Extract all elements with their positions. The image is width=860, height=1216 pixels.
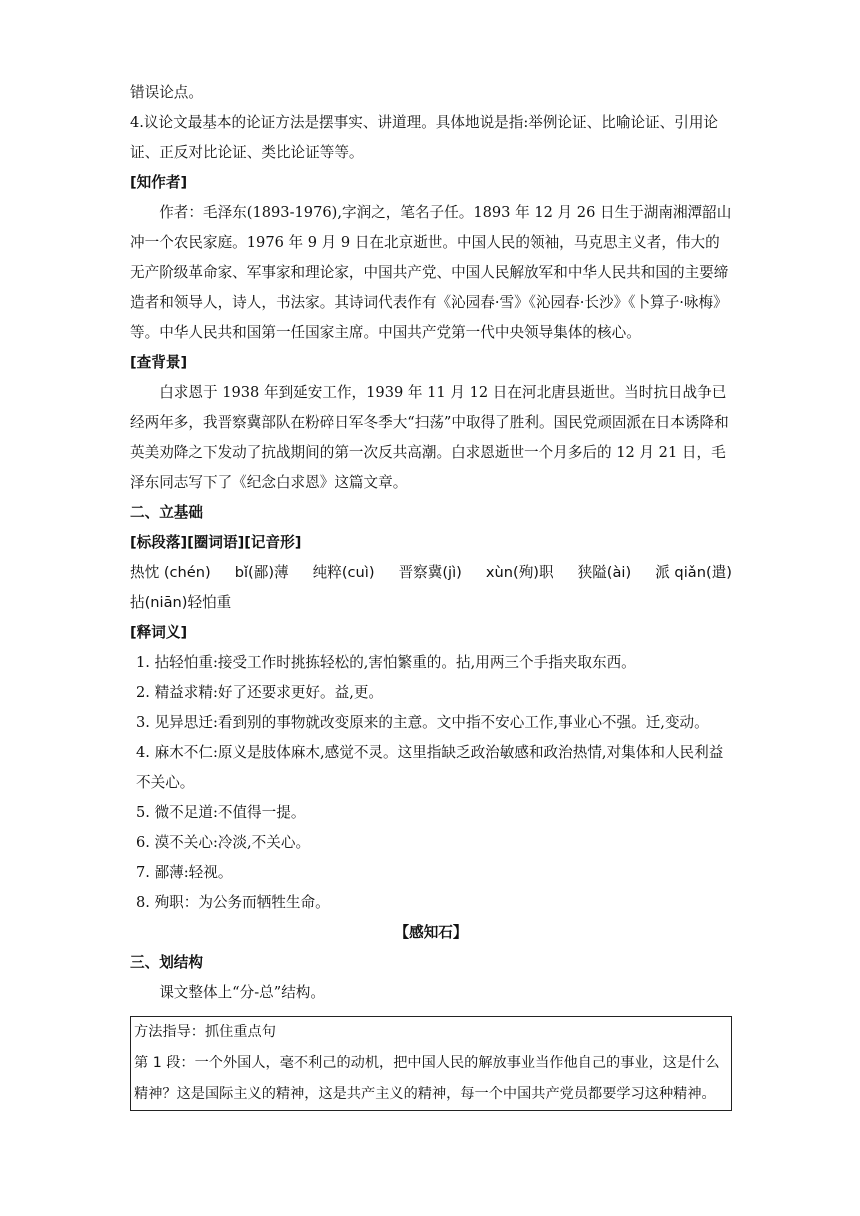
structure-paragraph: 课文整体上“分-总”结构。 [159,984,325,1001]
pinyin-item: 派 qiǎn(遣) [655,564,732,581]
definitions-heading: [释词义] [130,624,188,641]
definition-item: 1. 拈轻怕重:接受工作时挑拣轻松的,害怕繁重的。拈,用两三个手指夹取东西。 [136,654,636,671]
author-heading: [知作者] [130,174,188,191]
author-paragraph: 作者：毛泽东(1893-1976),字润之，笔名子任。1893 年 12 月 26 日生于湖南湘潭韶山冲一个农民家庭。1976 年 9 月 9 日在北京逝世。中国人民的领袖，马克思主义者，伟大的无产阶级革命家、军事家和理论家，中国共产党、中国人民解放军和中华人民共和国的主要缔造者和领导人，诗人，书法家。其诗词代表作有《沁园春·雪》《沁园春·长沙》《卜算子·咏梅》等。中华人民共和国第一任国家主席。中国共产党第一代中央领导集体的核心。 [130,204,732,341]
document-page [130,78,732,1111]
definition-item: 4. 麻木不仁:原义是肢体麻木,感觉不灵。这里指缺乏政治敏感和政治热情,对集体和人民利益不关心。 [136,744,724,791]
pinyin-item: 纯粹(cuì) [312,564,375,581]
method-guide-title: 方法指导：抓住重点句 [134,1024,276,1040]
pinyin-item: 热忱 (chén) [130,564,211,581]
point-4: 4.议论文最基本的论证方法是摆事实、讲道理。具体地说是指:举例论证、比喻论证、引用论证、正反对比论证、类比论证等等。 [130,114,719,161]
definition-item: 2. 精益求精:好了还要求更好。益,更。 [136,684,384,701]
method-guide-text: 第 1 段：一个外国人，毫不利己的动机，把中国人民的解放事业当作他自己的事业，这是什么精神？这是国际主义的精神，这是共产主义的精神，每一个中国共产党员都要学习这种精神。 [134,1055,720,1102]
definition-item: 6. 漠不关心:冷淡,不关心。 [136,834,311,851]
paragraph-continuation: 错误论点。 [130,84,203,101]
pinyin-item: 狭隘(ài) [577,564,632,581]
background-heading: [查背景] [130,354,188,371]
definition-item: 5. 微不足道:不值得一提。 [136,804,306,821]
definition-item: 3. 见异思迁:看到别的事物就改变原来的主意。文中指不安心工作,事业心不强。迁,变动。 [136,714,709,731]
section-center-title: 【感知石】 [394,924,468,941]
pinyin-item: bǐ(鄙)薄 [234,564,289,581]
pinyin-list [130,558,732,588]
pinyin-item: 晋察冀(jì) [398,564,462,581]
section-2-title: 二、立基础 [130,504,203,521]
section-2-subheads: [标段落][圈词语][记音形] [130,534,302,551]
method-guide-box [130,1016,732,1111]
background-paragraph: 白求恩于 1938 年到延安工作，1939 年 11 月 12 日在河北唐县逝世。当时抗日战争已经两年多，我晋察冀部队在粉碎日军冬季大“扫荡”中取得了胜利。国民党顽固派在日本诱降和英美劝降之下发动了抗战期间的第一次反共高潮。白求恩逝世一个月多后的 12 月 21 日，毛泽东同志写下了《纪念白求恩》这篇文章。 [130,384,729,491]
section-3-title: 三、划结构 [130,954,203,971]
pinyin-item: xùn(殉)职 [485,564,554,581]
definition-item: 7. 鄙薄:轻视。 [136,864,233,881]
definition-item: 8. 殉职：为公务而牺牲生命。 [136,894,330,911]
pinyin-item-line2: 拈(niān)轻怕重 [130,594,232,611]
